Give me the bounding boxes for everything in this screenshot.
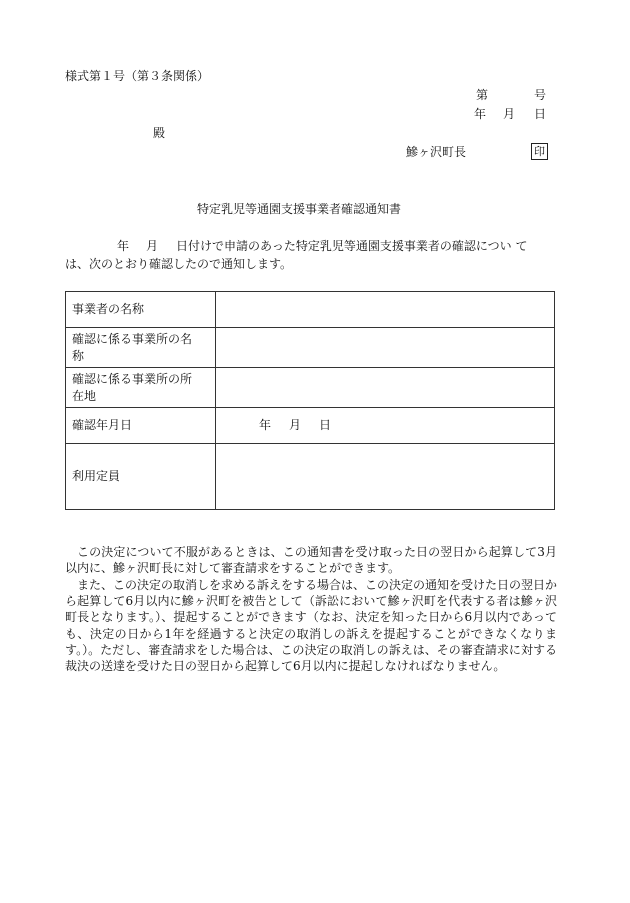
row-label-business-name: 事業者の名称 (66, 292, 216, 328)
table-row (66, 368, 555, 408)
date-value-nen: 年 (259, 418, 272, 432)
form-number: 様式第１号（第３条関係） (65, 69, 210, 83)
intro-nen: 年 (117, 239, 130, 253)
row-value-office-address (216, 368, 555, 408)
notice-paragraph-1: この決定について不服があるときは、この通知書を受け取った日の翌日から起算して3月以内に、鰺ヶ沢町長に対して審査請求をすることができます。 (65, 545, 557, 576)
row-label-office-address: 確認に係る事業所の所 在地 (66, 368, 216, 408)
seal-mark: 印 (531, 143, 548, 160)
table-row (66, 444, 555, 510)
table-row (66, 408, 555, 444)
intro-line2: は、次のとおり確認したので通知します。 (65, 257, 293, 271)
row-value-business-name (216, 292, 555, 328)
document-title: 特定乳児等通園支援事業者確認通知書 (197, 202, 402, 216)
date-tsuki: 月 (503, 107, 516, 121)
row-value-office-name (216, 328, 555, 368)
issuer-name: 鰺ヶ沢町長 (406, 145, 467, 159)
table-row (66, 328, 555, 368)
date-value-hi: 日 (319, 418, 332, 432)
row-label-office-name: 確認に係る事業所の名 称 (66, 328, 216, 368)
date-hi: 日 (534, 107, 547, 121)
intro-line1: 日付けで申請のあった特定乳児等通園支援事業者の確認につい て (176, 239, 528, 253)
number-go: 号 (534, 88, 547, 102)
row-value-capacity (216, 444, 555, 510)
intro-tsuki: 月 (146, 239, 159, 253)
row-value-confirmation-date (216, 408, 555, 444)
number-dai: 第 (476, 88, 489, 102)
row-label-capacity: 利用定員 (66, 444, 216, 510)
table-row (66, 292, 555, 328)
confirmation-table (65, 291, 555, 510)
notice-paragraph-2: また、この決定の取消しを求める訴えをする場合は、この決定の通知を受けた日の翌日から起算して6月以内に鰺ヶ沢町を被告として（訴訟において鰺ヶ沢町を代表する者は鰺ヶ沢町長となります。）、提起することができます（なお、決定を知った日から6月以内であっても、決定の日から1年を経過すると決定の取消しの訴えを提起することができなくなります。）。ただし、審査請求をした場合は、この決定の取消しの訴えは、その審査請求に対する裁決の送達を受けた日の翌日から起算して6月以内に提起しなければなりません。 (65, 578, 558, 674)
addressee-suffix: 殿 (153, 126, 166, 140)
date-value-tsuki: 月 (289, 418, 302, 432)
date-nen: 年 (474, 107, 487, 121)
row-label-confirmation-date: 確認年月日 (66, 408, 216, 444)
